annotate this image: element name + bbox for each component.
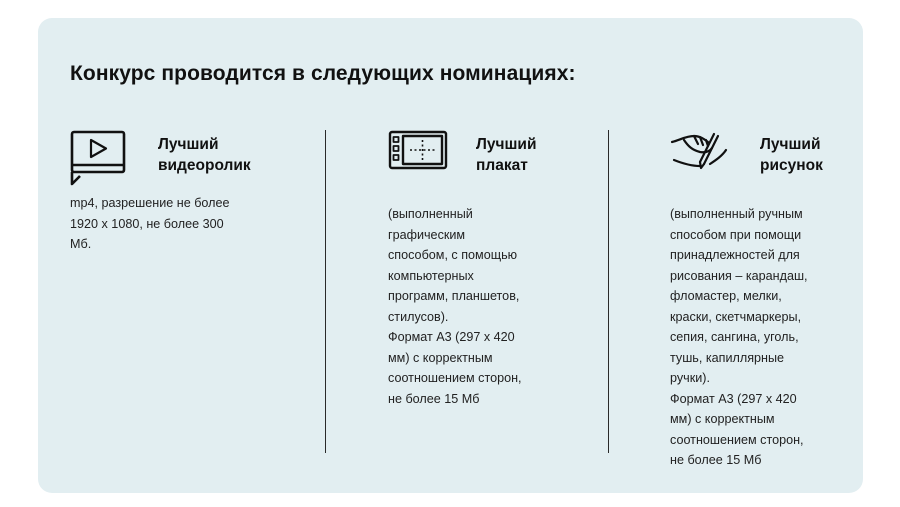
hand-drawing-icon <box>670 130 732 170</box>
description-line: графическим <box>388 227 466 242</box>
description-line: способом при помощи <box>670 227 802 242</box>
description-line: мм) с корректным <box>670 412 775 426</box>
video-player-icon <box>70 130 128 186</box>
nomination-title <box>760 134 880 176</box>
description-line: Мб. <box>70 237 92 251</box>
description-line: тушь, капиллярные <box>670 350 785 365</box>
nomination-description <box>388 204 558 409</box>
description-line: Формат А3 (297 х 420 <box>388 330 515 344</box>
nomination-title-line: Лучший <box>158 136 219 153</box>
description-line: рисования – карандаш, <box>670 268 808 283</box>
nomination-title-line: Лучший <box>760 136 821 153</box>
description-line: соотношением сторон, <box>670 432 804 447</box>
description-line: не более 15 Мб <box>388 391 480 406</box>
description-line: ручки). <box>670 371 710 385</box>
nomination-description <box>70 193 285 255</box>
nomination-title-line: Лучший <box>476 136 537 153</box>
nomination-header <box>70 130 285 190</box>
description-line: сепия, сангина, уголь, <box>670 330 799 344</box>
description-line: компьютерных <box>388 268 474 283</box>
description-line: не более 15 Мб <box>670 453 762 467</box>
column-divider <box>325 130 326 453</box>
nomination-header <box>388 130 583 190</box>
description-line: способом, с помощью <box>388 248 518 262</box>
description-line: стилусов). <box>388 309 449 324</box>
nomination-drawing <box>670 130 845 471</box>
nomination-title-line: рисунок <box>760 157 823 174</box>
description-line: принадлежностей для <box>670 248 800 262</box>
nominations-card <box>38 18 863 493</box>
description-line: (выполненный ручным <box>670 207 803 221</box>
nomination-poster <box>388 130 583 409</box>
nomination-video <box>70 130 285 255</box>
nomination-title-line: видеоролик <box>158 157 251 174</box>
description-line: mp4, разрешение не более <box>70 196 230 210</box>
nomination-title <box>476 134 596 176</box>
description-line: 1920 х 1080, не более 300 <box>70 216 224 231</box>
description-line: краски, скетчмаркеры, <box>670 309 802 324</box>
nomination-header <box>670 130 845 190</box>
column-divider <box>608 130 609 453</box>
nomination-title <box>158 134 278 176</box>
nomination-description <box>670 204 840 471</box>
description-line: Формат А3 (297 х 420 <box>670 391 797 406</box>
description-line: мм) с корректным <box>388 350 493 365</box>
description-line: фломастер, мелки, <box>670 289 782 303</box>
page-title: Конкурс проводится в следующих номинациях: <box>70 62 576 85</box>
description-line: соотношением сторон, <box>388 371 522 385</box>
description-line: программ, планшетов, <box>388 289 520 303</box>
graphics-tablet-icon <box>388 130 450 174</box>
nomination-title-line: плакат <box>476 157 528 174</box>
description-line: (выполненный <box>388 207 473 221</box>
